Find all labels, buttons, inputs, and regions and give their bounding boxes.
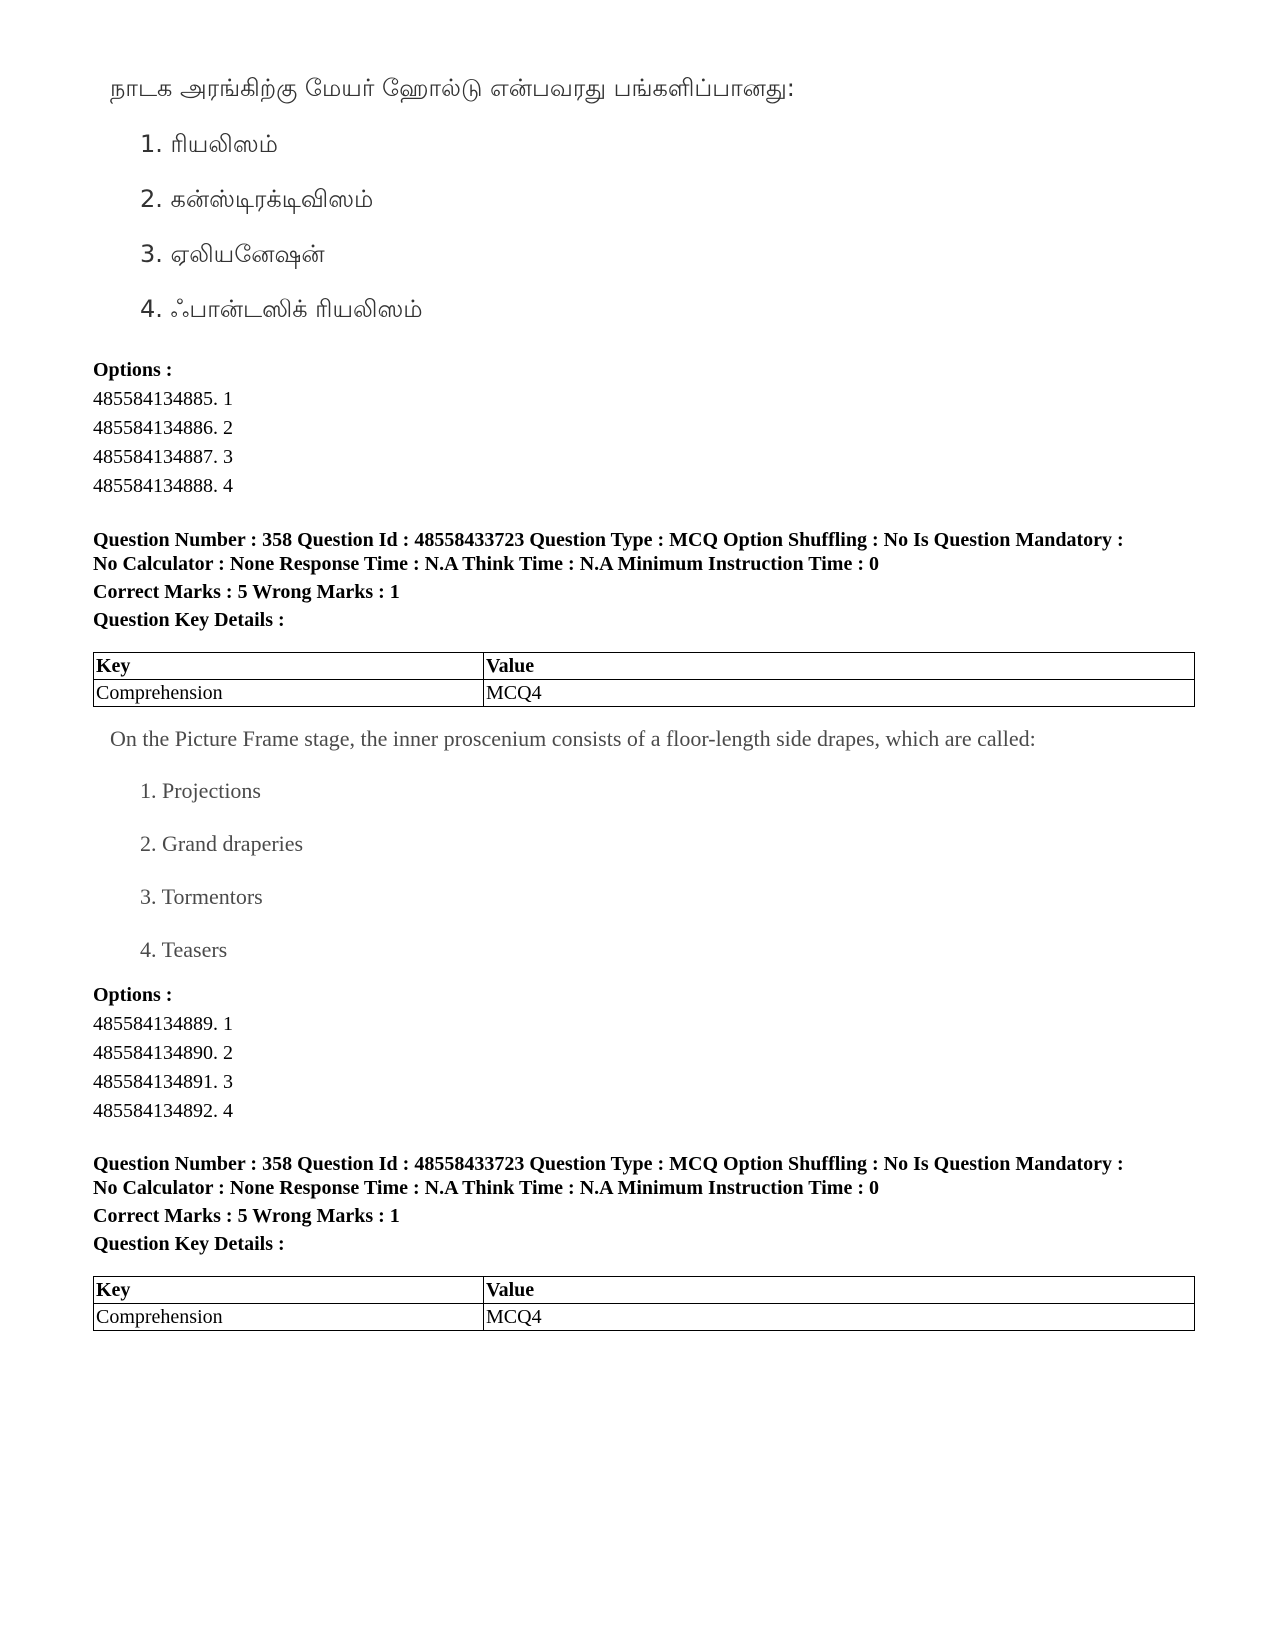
table-cell-key: Comprehension	[94, 1304, 484, 1331]
table-header-key: Key	[94, 1277, 484, 1304]
question-meta-b	[93, 1152, 1203, 1256]
meta-line-1: Question Number : 358 Question Id : 48558433723 Question Type : MCQ Option Shuffling : No Is Question Mandatory :	[93, 529, 1124, 551]
key-details-heading: Question Key Details :	[93, 1233, 285, 1255]
table-cell-key: Comprehension	[94, 680, 484, 707]
options-heading: Options :	[93, 984, 173, 1006]
meta-line-2: No Calculator : None Response Time : N.A Think Time : N.A Minimum Instruction Time : 0	[93, 553, 879, 575]
meta-line-1: Question Number : 358 Question Id : 48558433723 Question Type : MCQ Option Shuffling : No Is Question Mandatory :	[93, 1153, 1124, 1175]
key-details-table	[93, 1276, 1195, 1331]
question-b-choice-3: 3. Tormentors	[140, 884, 263, 909]
question-b-options	[93, 981, 1203, 1126]
option-item: 485584134886. 2	[93, 417, 233, 439]
meta-line-2: No Calculator : None Response Time : N.A Think Time : N.A Minimum Instruction Time : 0	[93, 1177, 879, 1199]
question-a-choice-4: 4. ஃபான்டஸிக் ரியலிஸம்	[140, 295, 423, 323]
option-item: 485584134888. 4	[93, 475, 233, 497]
question-b-image	[93, 726, 1203, 966]
option-item: 485584134891. 3	[93, 1071, 233, 1093]
table-header-value: Value	[484, 653, 1195, 680]
table-header-row	[94, 1277, 1195, 1304]
question-b-stem: On the Picture Frame stage, the inner proscenium consists of a floor-length side drapes, which are called:	[110, 726, 1036, 751]
question-a-stem: நாடக அரங்கிற்கு மேயர் ஹோல்டு என்பவரது பங்களிப்பானது:	[110, 74, 795, 102]
marks-line: Correct Marks : 5 Wrong Marks : 1	[93, 581, 400, 603]
table-header-row	[94, 653, 1195, 680]
question-a-choice-3: 3. ஏலியனேஷன்	[140, 240, 325, 268]
table-header-value: Value	[484, 1277, 1195, 1304]
question-b-choice-4: 4. Teasers	[140, 937, 228, 962]
table-header-key: Key	[94, 653, 484, 680]
question-meta-a	[93, 528, 1203, 632]
option-item: 485584134885. 1	[93, 388, 233, 410]
options-heading: Options :	[93, 359, 173, 381]
question-a-choice-2: 2. கன்ஸ்டிரக்டிவிஸம்	[140, 185, 374, 213]
option-item: 485584134892. 4	[93, 1100, 233, 1122]
question-b-choice-2: 2. Grand draperies	[140, 831, 304, 856]
table-row	[94, 680, 1195, 707]
table-cell-value: MCQ4	[484, 680, 1195, 707]
option-item: 485584134887. 3	[93, 446, 233, 468]
key-details-heading: Question Key Details :	[93, 609, 285, 631]
question-a-image	[93, 74, 1203, 344]
table-row	[94, 1304, 1195, 1331]
table-cell-value: MCQ4	[484, 1304, 1195, 1331]
marks-line: Correct Marks : 5 Wrong Marks : 1	[93, 1205, 400, 1227]
question-a-choice-1: 1. ரியலிஸம்	[140, 130, 278, 158]
key-details-table	[93, 652, 1195, 707]
option-item: 485584134890. 2	[93, 1042, 233, 1064]
question-a-options	[93, 356, 1203, 501]
option-item: 485584134889. 1	[93, 1013, 233, 1035]
question-b-choice-1: 1. Projections	[140, 778, 261, 803]
